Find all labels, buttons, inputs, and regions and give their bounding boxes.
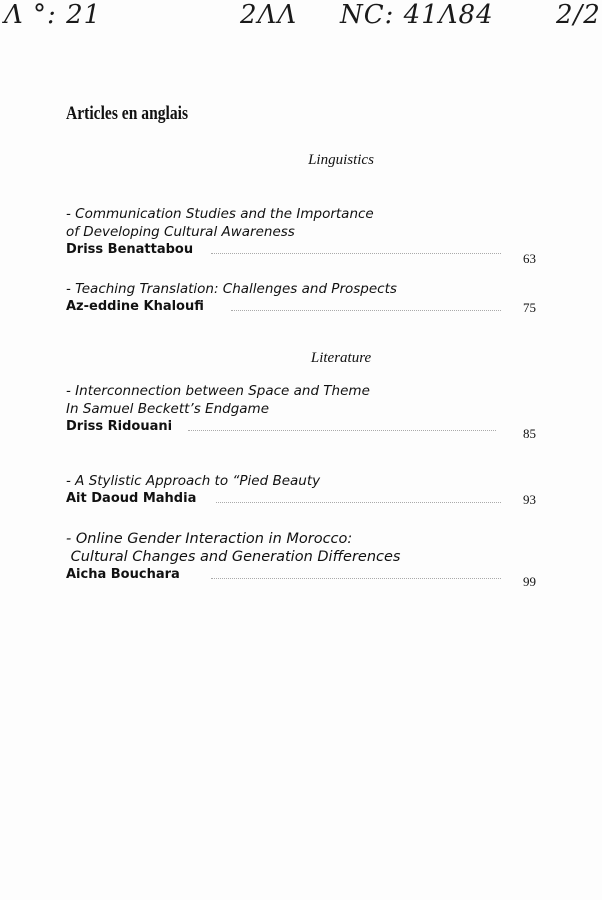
author-row [66, 298, 536, 316]
author-row [66, 418, 536, 436]
toc-entry [66, 530, 536, 589]
entry-author: Driss Benattabou [66, 242, 194, 257]
handwritten-mark: Λ °: 21 [4, 0, 102, 30]
author-row [66, 241, 536, 259]
entry-author: Az-eddine Khaloufi [66, 299, 204, 314]
entry-page-number: 63 [523, 251, 536, 266]
dot-leader [216, 502, 501, 503]
entry-title-line: - Teaching Translation: Challenges and Prospects [66, 281, 397, 297]
toc-entry [66, 280, 536, 316]
entry-title-line: Cultural Changes and Generation Differences [66, 549, 401, 565]
entry-author: Aicha Bouchara [66, 567, 180, 582]
author-row [66, 566, 536, 584]
handwritten-mark: NC: 41Λ84 [340, 0, 494, 30]
entry-title-line: In Samuel Beckett’s Endgame [66, 401, 269, 417]
entry-title-line: of Developing Cultural Awareness [66, 224, 295, 240]
section-title-literature: Literature [310, 350, 372, 366]
handwritten-mark: 2ΛΛ [240, 0, 298, 30]
author-row [66, 490, 536, 508]
section-title-linguistics: Linguistics [308, 152, 374, 168]
entry-page-number: 85 [523, 426, 536, 441]
dot-leader [211, 578, 501, 579]
dot-leader [211, 253, 501, 254]
entry-author: Ait Daoud Mahdia [66, 491, 197, 506]
entry-author: Driss Ridouani [66, 419, 173, 434]
entry-page-number: 75 [523, 300, 536, 315]
toc-entry [66, 382, 536, 441]
dot-leader [231, 310, 501, 311]
page-heading: Articles en anglais [66, 103, 189, 124]
entry-title-line: - A Stylistic Approach to “Pied Beauty [66, 473, 321, 489]
toc-entry [66, 472, 536, 508]
toc-entry [66, 205, 536, 266]
entry-title-line: - Communication Studies and the Importance [66, 206, 374, 222]
dot-leader [188, 430, 496, 431]
entry-page-number: 99 [523, 574, 536, 589]
handwritten-mark: 2/2 [556, 0, 601, 30]
entry-title-line: - Interconnection between Space and Theme [66, 383, 370, 399]
entry-page-number: 93 [523, 492, 536, 507]
entry-title-line: - Online Gender Interaction in Morocco: [66, 531, 353, 547]
